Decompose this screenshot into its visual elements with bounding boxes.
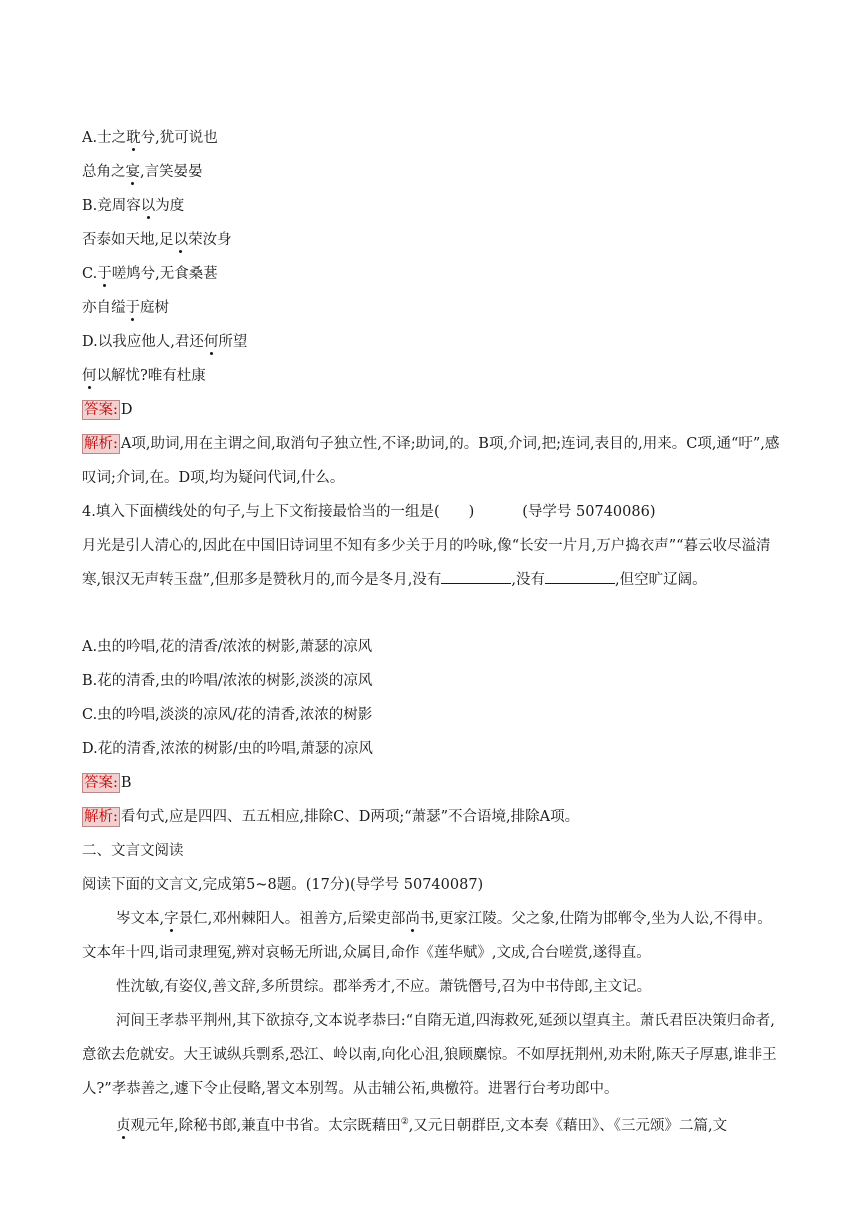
q4-answer bbox=[82, 773, 782, 793]
analysis-label: 解析: bbox=[84, 809, 118, 825]
dotted-char: 字 bbox=[164, 911, 179, 927]
text-run: 亦自缢 bbox=[82, 300, 126, 316]
q3-answer bbox=[82, 400, 782, 420]
text-run: A.士之 bbox=[82, 130, 127, 146]
text-run: 景仁,邓州棘阳人。祖善方,后梁吏部 bbox=[178, 911, 406, 927]
q3-option-c-line1 bbox=[82, 264, 782, 284]
text-run: ,但空旷辽阔。 bbox=[614, 572, 707, 588]
text-run: 月光是引人清心的,因此在中国旧诗词里不知有多少关于月的吟咏,像“长安一片月,万户捣衣声”“暮云收尽溢清寒,银汉无声转玉盘”,但那多是赞秋月的,而今是冬月,没有 bbox=[82, 538, 771, 588]
dotted-char: 贞 bbox=[116, 1117, 131, 1134]
q3-analysis bbox=[82, 427, 782, 495]
dotted-char: 以 bbox=[140, 198, 156, 214]
text-run: 嗟鸠兮,无食桑葚 bbox=[111, 266, 218, 282]
text-run: ,言笑晏晏 bbox=[140, 164, 203, 180]
text-run: D.以我应他人,君还 bbox=[82, 334, 204, 350]
dotted-char: 于 bbox=[97, 266, 112, 282]
answer-value: D bbox=[120, 402, 133, 418]
footnote-marker: ② bbox=[400, 1117, 409, 1127]
q3-option-d-line1 bbox=[82, 332, 782, 352]
q4-option-d: D.花的清香,浓浓的树影/虫的吟唱,萧瑟的凉风 bbox=[82, 741, 373, 757]
q4-option-c: C.虫的吟唱,淡淡的凉风/花的清香,浓浓的树影 bbox=[82, 707, 373, 723]
section-heading: 二、文言文阅读 bbox=[82, 843, 184, 859]
q3-option-b-line1 bbox=[82, 196, 782, 216]
q4-analysis bbox=[82, 807, 782, 827]
dotted-char: 尚 bbox=[405, 911, 420, 927]
text-run: 所望 bbox=[218, 334, 248, 350]
passage-paragraph-1 bbox=[82, 902, 782, 970]
fill-blank-1 bbox=[441, 569, 511, 584]
text-run: C. bbox=[82, 266, 98, 282]
q3-option-a-line1 bbox=[82, 128, 782, 148]
q3-option-a-line2 bbox=[82, 162, 782, 182]
q4-guide-number: (导学号 50740086) bbox=[522, 504, 656, 520]
q3-option-c-line2 bbox=[82, 298, 782, 318]
answer-value: B bbox=[120, 775, 132, 791]
q4-option-a: A.虫的吟唱,花的清香/浓浓的树影,萧瑟的凉风 bbox=[82, 639, 373, 655]
fill-blank-2 bbox=[545, 569, 615, 584]
dotted-char: 何 bbox=[203, 334, 219, 350]
analysis-label: 解析: bbox=[84, 436, 118, 452]
text-run: 观元年,除秘书郎,兼直中书省。太宗既藉田 bbox=[130, 1117, 401, 1134]
analysis-text: 看句式,应是四四、五五相应,排除C、D两项;“萧瑟”不合语境,排除A项。 bbox=[120, 809, 580, 825]
text-run: 为度 bbox=[155, 198, 185, 214]
q3-option-b-line2 bbox=[82, 230, 782, 250]
q3-option-d-line2 bbox=[82, 366, 782, 386]
passage-paragraph-2: 性沈敏,有姿仪,善文辞,多所贯综。郡举秀才,不应。萧铣僭号,召为中书侍郎,主文记。 bbox=[116, 979, 652, 995]
text-run: 庭树 bbox=[140, 300, 169, 316]
dotted-char: 以 bbox=[173, 232, 189, 248]
dotted-char: 耽 bbox=[126, 130, 141, 146]
passage-paragraph-3: 河间王孝恭平荆州,其下欲掠夺,文本说孝恭曰:“自隋无道,四海救死,延颈以望真主。萧氏君臣决策归命者,意欲去危就安。大王诚纵兵剽系,恐江、岭以南,向化心沮,狼顾麋惊。不如厚抚荆州,劝未附,陈天子厚惠,谁非王人?”孝恭善之,遽下令止侵略,署文本别驾。从击辅公祏,典檄符。进署行台考功郎中。 bbox=[82, 1013, 777, 1097]
dotted-char: 何 bbox=[82, 368, 97, 384]
answer-label: 答案: bbox=[84, 775, 118, 791]
text-run: 荣汝身 bbox=[188, 232, 232, 248]
q4-option-b: B.花的清香,虫的吟唱/浓浓的树影,淡淡的凉风 bbox=[82, 673, 373, 689]
answer-label: 答案: bbox=[84, 402, 118, 418]
text-run: 4.填入下面横线处的句子,与上下文衔接最恰当的一组是( ) bbox=[82, 504, 475, 520]
text-run: 岑文本, bbox=[116, 911, 165, 927]
q4-passage bbox=[82, 529, 782, 597]
analysis-text: A项,助词,用在主谓之间,取消句子独立性,不译;助词,的。B项,介词,把;连词,表目的,用来。C项,通“吁”,感叹词;介词,在。D项,均为疑问代词,什么。 bbox=[82, 436, 780, 486]
text-run: 总角之 bbox=[82, 164, 126, 180]
text-run: B.竞周容 bbox=[82, 198, 141, 214]
text-run: 书,更家江陵。父之象,仕隋为邯郸令,坐为人讼,不得申。文本年十四,诣司隶理冤,辨对哀畅无所诎,众属目,命作《莲华赋》,文成,合台嗟赏,遂得直。 bbox=[82, 911, 772, 961]
text-run: 兮,犹可说也 bbox=[140, 130, 218, 146]
section-instruction: 阅读下面的文言文,完成第5~8题。(17分)(导学号 50740087) bbox=[82, 877, 484, 893]
text-run: 以解忧?唯有杜康 bbox=[96, 368, 206, 384]
text-run: ,没有 bbox=[511, 572, 545, 588]
dotted-char: 于 bbox=[125, 300, 140, 316]
dotted-char: 宴 bbox=[125, 164, 140, 180]
text-run: ,又元日朝群臣,文本奏《藉田》、《三元颂》二篇,文 bbox=[408, 1117, 728, 1134]
passage-paragraph-4 bbox=[82, 1112, 782, 1136]
q4-stem bbox=[82, 502, 782, 522]
text-run: 否泰如天地,足 bbox=[82, 232, 174, 248]
